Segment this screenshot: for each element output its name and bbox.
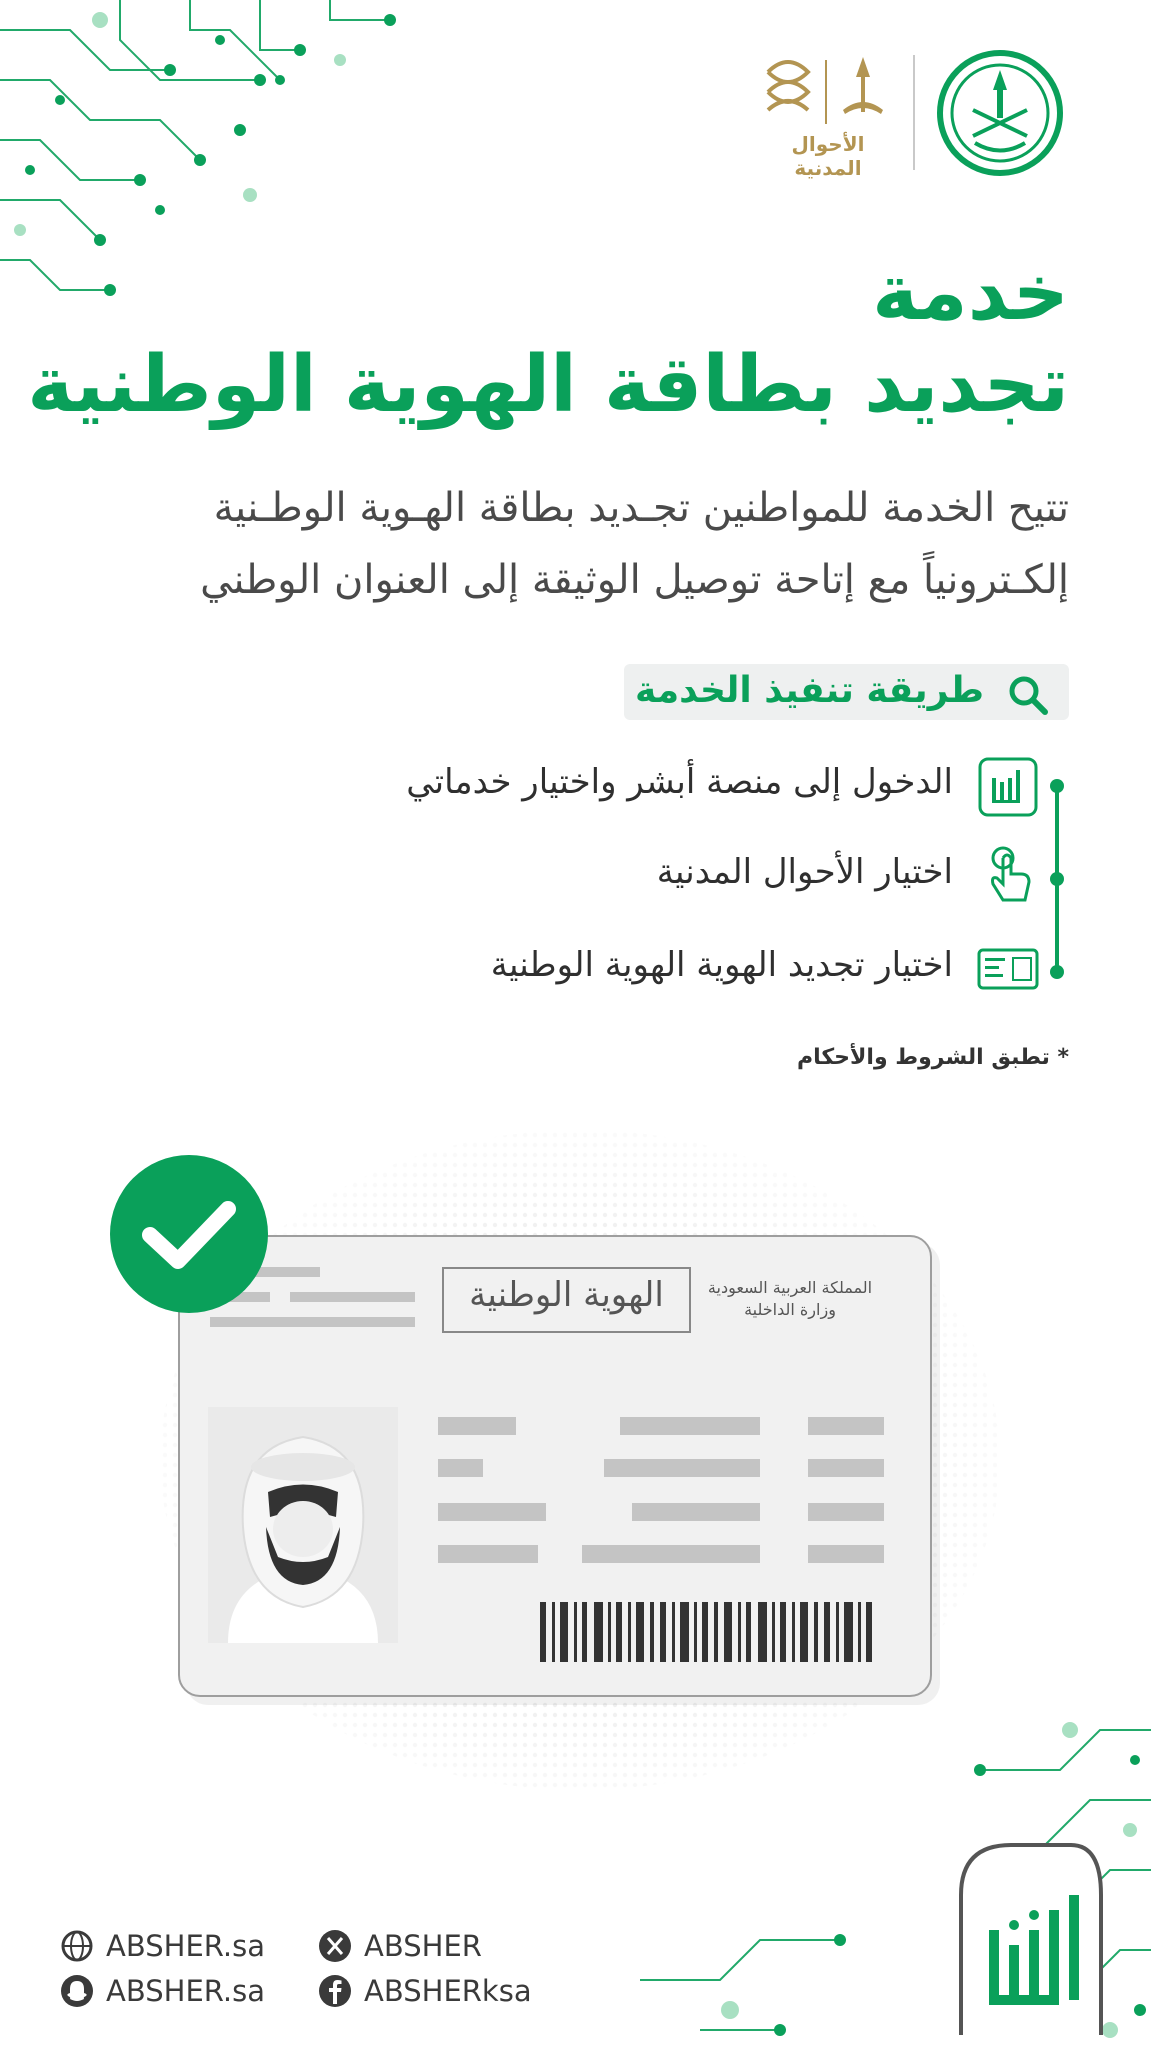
website-link[interactable]: ABSHER.sa <box>106 1929 265 1963</box>
step-2-text: اختيار الأحوال المدنية <box>656 852 953 892</box>
card-field-bar <box>582 1545 760 1563</box>
card-issuer-country: المملكة العربية السعودية <box>707 1278 873 1297</box>
service-description <box>109 472 1069 616</box>
card-text-bar <box>290 1292 415 1302</box>
facebook-link[interactable]: ABSHERksa <box>364 1974 532 2008</box>
globe-icon <box>60 1929 94 1963</box>
snapchat-icon <box>60 1974 94 2008</box>
card-field-bar <box>808 1545 884 1563</box>
page-title: تجديد بطاقة الهوية الوطنية <box>27 340 1069 430</box>
id-card-icon <box>977 938 1039 1000</box>
checkmark-icon <box>110 1155 268 1313</box>
absher-app-icon <box>977 756 1039 818</box>
card-field-bar <box>604 1459 760 1477</box>
ministry-of-interior-logo <box>935 48 1065 178</box>
terms-note: * تطبق الشروط والأحكام <box>796 1045 1069 1070</box>
timeline-dot <box>1050 779 1064 793</box>
x-twitter-icon <box>318 1929 352 1963</box>
person-avatar-icon <box>208 1407 398 1643</box>
card-text-bar <box>210 1317 415 1327</box>
card-field-bar <box>438 1417 516 1435</box>
id-card-illustration <box>178 1235 932 1697</box>
howto-heading <box>624 664 1069 720</box>
description-line-1: تتيح الخدمة للمواطنين تجـديد بطاقة الهـوية الوطـنية <box>213 485 1069 531</box>
check-badge <box>110 1155 268 1313</box>
card-field-bar <box>620 1417 760 1435</box>
facebook-icon <box>318 1974 352 2008</box>
snapchat-link[interactable]: ABSHER.sa <box>106 1974 265 2008</box>
civil-affairs-logo <box>758 52 898 180</box>
card-title-box <box>442 1267 691 1333</box>
card-field-bar <box>808 1417 884 1435</box>
description-line-2: إلكـترونياً مع إتاحة توصيل الوثيقة إلى العنوان الوطني <box>200 557 1069 603</box>
card-field-bar <box>438 1459 483 1477</box>
logo-divider <box>913 55 915 170</box>
civil-affairs-emblem-icon <box>758 52 898 132</box>
card-photo <box>208 1407 398 1643</box>
card-field-bar <box>632 1503 760 1521</box>
x-link[interactable]: ABSHER <box>364 1929 482 1963</box>
timeline-dot <box>1050 872 1064 886</box>
civil-affairs-label: الأحوال المدنية <box>791 132 865 180</box>
howto-label: طريقة تنفيذ الخدمة <box>635 670 984 711</box>
service-label: خدمة <box>872 248 1069 338</box>
card-field-bar <box>438 1503 546 1521</box>
step-3-text: اختيار تجديد الهوية الهوية الوطنية <box>490 945 953 985</box>
card-field-bar <box>808 1459 884 1477</box>
card-issuer-ministry: وزارة الداخلية <box>744 1300 836 1319</box>
step-1-text: الدخول إلى منصة أبشر واختيار خدماتي <box>406 762 953 802</box>
timeline-dot <box>1050 965 1064 979</box>
card-title: الهوية الوطنية <box>469 1275 664 1315</box>
card-field-bar <box>808 1503 884 1521</box>
card-field-bar <box>438 1545 538 1563</box>
barcode-icon <box>540 1602 880 1662</box>
search-icon <box>1007 674 1049 716</box>
circuit-decoration-top <box>0 0 420 320</box>
absher-logo <box>951 1835 1111 2035</box>
tap-hand-icon <box>977 842 1039 904</box>
card-issuer <box>690 1277 890 1321</box>
